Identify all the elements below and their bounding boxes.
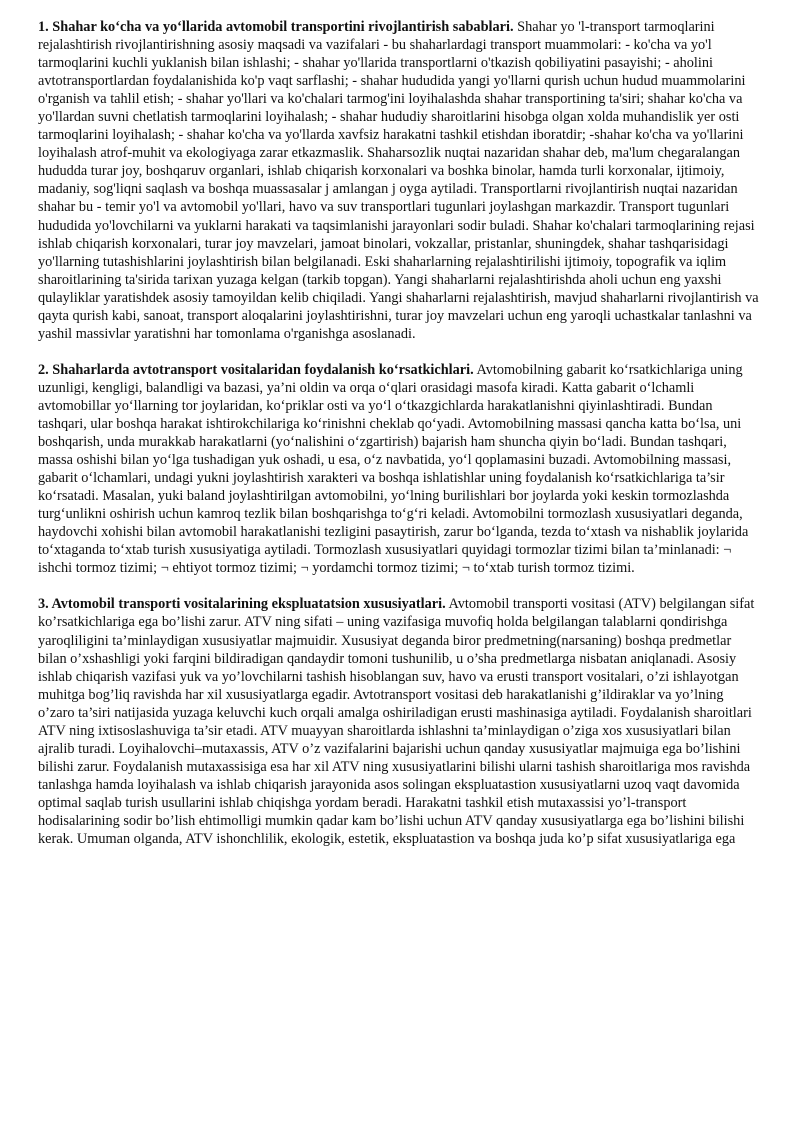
section-3-body: Avtomobil transporti vositasi (ATV) belgilangan sifat ko’rsatkichlariga ega bo’lishi zarur. ATV ning sifati – uning vazifasiga muvofiq holda belgilangan talablarni qondirishga yaroqliligini ta’minlaydigan xususiyatlar majmuidir. Xususiyat deganda biror predmetning(narsaning) boshqa predmetlar bilan o’xshashligi yoki farqini bildiradigan qandaydir tomoni tushunilib, u o’sha predmetlarga nisbatan aniqlanadi. Asosiy ishlab chiqarish vazifasi yuk va yo’lovchilarni tashish hisoblangan suv, havo va erusti transport vositalari, o’zi ishlayotgan muhitga bog’liq ravishda har xil xususiyatlarga egadir. Avtotransport vositasi deb harakatlanishi g’ildiraklar va yo’lning o’zaro ta’siri natijasida yuzaga keluvchi kuch orqali amalga oshiriladigan erusti mashinasiga aytiladi. Foydalanish sharoitlari ATV ning ixtisoslashuviga ta’sir etadi. ATV muayyan sharoitlarda ishlashni ta’minlaydigan o’ziga xos xususiyatlari bilan ajralib turadi. Loyihalovchi–mutaxassis, ATV o’z vazifalarini bajarishi uchun qanday xususiyatlar majmuiga ega bo’lishini bilishi zarur. Foydalanish mutaxassisiga esa har xil ATV ning xususiyatlarini bilishi ularni tashish sharoitlariga mos ravishda tanlashga hamda loyihalash va ishlab chiqarish jarayonida asos solingan ekspluatastion xususiyatlarni uzoq vaqt davomida optimal saqlab turish usullarini ishlab chiqishga yordam beradi. Harakatni tashkil etish mutaxassisi yo’l-transport hodisalarining sodir bo’lish ehtimolligi mumkin qadar kam bo’lishi uchun ATV qanday xususiyatlarga ega bo’lishini bilishi kerak. Umuman olganda, ATV ishonchlilik, ekologik, estetik, ekspluatastion va boshqa juda ko’p sifat xususiyatlariga ega [38,596,755,848]
section-1 [38,18,762,343]
section-1-title: 1. Shahar ko‘cha va yo‘llarida avtomobil transportini rivojlantirish sabablari. [38,19,514,35]
section-3-title: 3. Avtomobil transporti vositalarining ekspluatatsion xususiyatlari. [38,596,446,613]
section-2-title: 2. Shaharlarda avtotransport vositalaridan foydalanish ko‘rsatkichlari. [38,361,474,378]
section-2-body: Avtomobilning gabarit ko‘rsatkichlariga uning uzunligi, kengligi, balandligi va bazasi, ya’ni oldin va orqa o‘qlari orasidagi masofa kiradi. Katta gabarit o‘lchamli avtomobillar yo‘llarning tor joylaridan, ko‘priklar osti va yo‘l o‘tkazgichlarda harakatlanishni qiyinlashtiradi. Bundan tashqari, ular boshqa harakat ishtirokchilariga ko‘rinishni cheklab qo‘yadi. Avtomobilning massasi qancha katta bo‘lsa, uni boshqarish, unda murakkab harakatlarni (yo‘nalishini o‘zgartirish) bajarish ham shuncha qiyin bo‘ladi. Bundan tashqari, massa oshishi bilan yo‘lga tushadigan yuk oshadi, u esa, o‘z navbatida, yo‘l qoplamasini buzadi. Avtomobilning massasi, gabarit o‘lchamlari, undagi yukni joylashtirish xarakteri va boshqa ishlatishlar uning foydalanish ko‘rsatkichlariga ta’sir ko‘rsatadi. Masalan, yuki baland joylashtirilgan avtomobilni, yo‘lning burilishlari bor joylarda yoki keskin tormozlashda turg‘unlikni oshirish uchun kamroq tezlik bilan boshqarishga to‘g‘ri keladi. Avtomobilni tormozlash xususiyatlari deganda, haydovchi xohishi bilan avtomobil harakatlanishi tezligini pasaytirish, zarur bo‘lganda, tezda to‘xtash va nishablik joylarida to‘xtaganda to‘xtab turish xususiyatiga aytiladi. Tormozlash xususiyatlari quyidagi tormozlar tizimi bilan ta’minlanadi: ¬ ishchi tormoz tizimi; ¬ ehtiyot tormoz tizimi; ¬ yordamchi tormoz tizimi; ¬ to‘xtab turish tormoz tizimi. [38,361,749,577]
section-1-body: Shahar yo 'l-transport tarmoqlarini rejalashtirish rivojlantirishning asosiy maqsadi va vazifalari - bu shaharlardagi transport muammolari: - ko'cha va yo'l tarmoqlarini kuchli yuklanish bilan ishlashi; - shahar yo'llarida transportlarni o'tkazish qobiliyatini pasayishi; - aholini avtotransportlardan foydalanishida ko'p vaqt sarflashi; - shahar hududida yangi yo'llarni qurish uchun hudud muammolarini o'rganish va tahlil etish; - shahar yo'llari va ko'chalari tarmog'ini loyihalashda shahar transportining ta'siri; shahar ko'cha va yo'llardan suvni chetlatish tarmoqlarini loyihalash; - shahar hududiy sharoitlarini hisobga olgan xolda muhandislik yer osti tarmoqlarini loyihalash; - shahar ko'cha va yo'llarda xavfsiz harakatni tashkil etishdan iboratdir; -shahar ko'cha va yo'llarini loyihalash atrof-muhit va ekologiyaga zarar etkazmaslik. Shaharsozlik nuqtai nazaridan shahar deb, ma'lum chegaralangan hududda turar joy, boshqaruv organlari, ishlab chiqarish korxonalari va boshka binolar, hamda turli korxonalar, ijtimoiy, madaniy, sog'liqni saqlash va boshqa muassasalar j amlangan j oyga aytiladi. Transportlarni rivojlantirish nuqtai nazaridan shahar bu - temir yo'l va avtomobil yo'llari, havo va suv transportlari tugunlari joylashgan markazdir. Transport tugunlari hududida yo'lovchilarni va yuklarni harakati va taqsimlanishi jarayonlari sodir buladi. Shahar ko'chalari tarmoqlarining rejasi ishlab chiqarish korxonalari, turar joy mavzelari, jamoat binolari, vokzallar, pristanlar, shuningdek, shahar tashqarisidagi yo'llarning tutashishlarini joylashtirish bilan belgilanadi. Eski shaharlarning rejalashtirilishi ijtimoiy, topografik va iqlim sharoitlarining ta'sirida tarixan yuzaga kelgan (tarkib topgan). Yangi shaharlarni rejalashtirishda aholi uchun eng yaxshi qulayliklar yaratishdek asosiy tamoyildan kelib chiqiladi. Yangi shaharlarni rejalashtirish, mavjud shaharlarni rivojlantirish va qayta qurish kabi, sanoat, transport aloqalarini joylashtirishni, turar joy mavzelari uchun eng yaroqli uchastkalar tanlashni va yashil massivlar yaratishni har tomonlama o'rganishga asoslanadi. [38,19,759,342]
document-page [38,18,762,866]
section-3 [38,595,762,848]
section-2 [38,361,762,578]
